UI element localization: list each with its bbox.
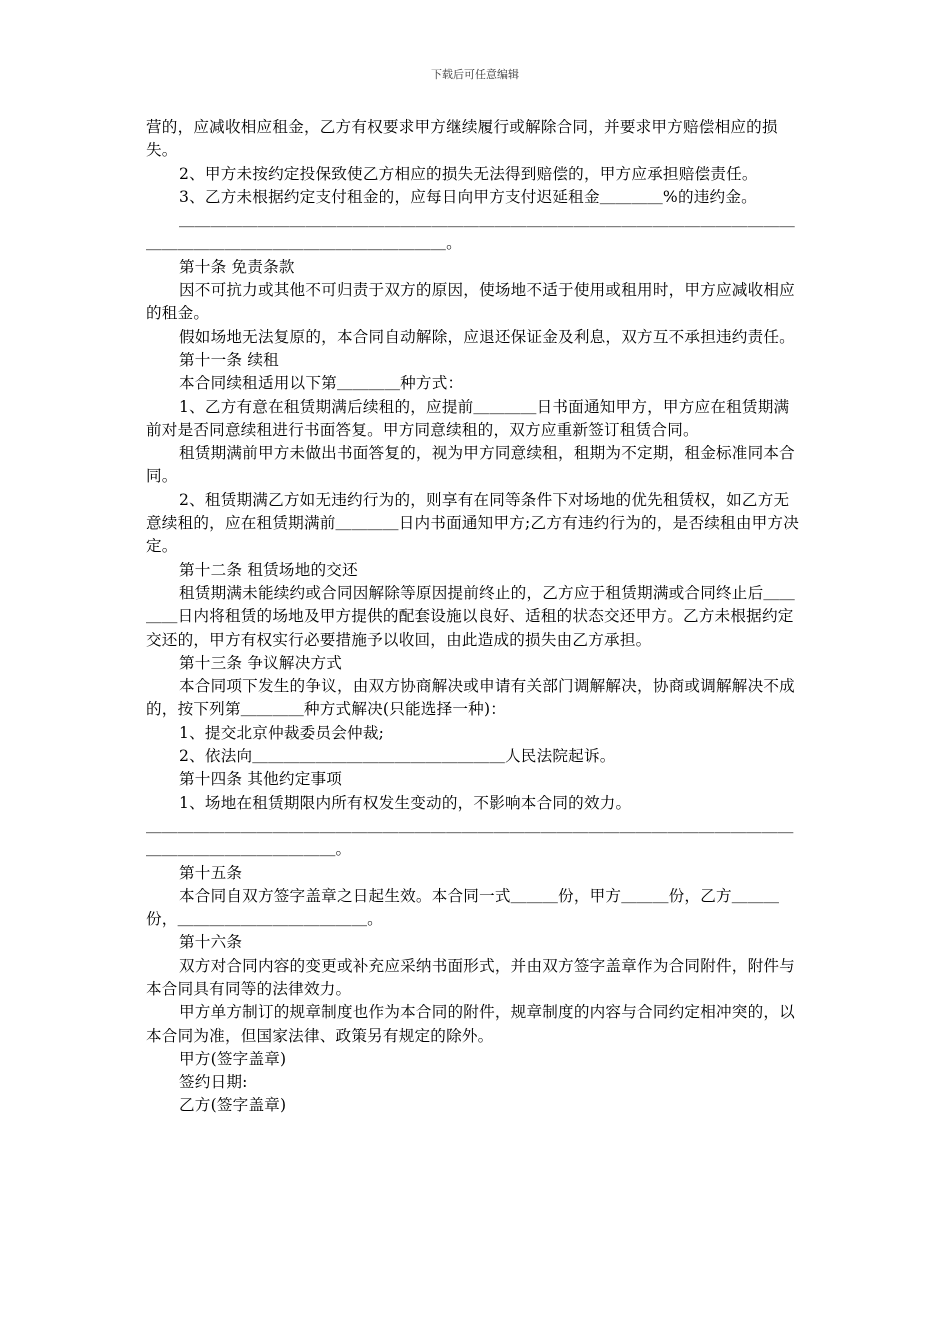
paragraph: 1、提交北京仲裁委员会仲裁; <box>179 723 385 742</box>
paragraph: 3、乙方未根据约定支付租金的，应每日向甲方支付迟延租金＿＿＿＿%的违约金。 <box>179 187 757 206</box>
paragraph: 第十条 免责条款 <box>179 257 295 276</box>
paragraph: ＿＿＿＿＿＿＿＿＿＿＿＿＿＿＿＿＿＿＿＿＿＿＿＿＿＿＿＿＿＿＿＿＿＿＿＿＿＿＿＿＿＿＿＿＿＿＿＿＿＿＿＿＿＿＿＿＿＿。 <box>146 211 795 253</box>
paragraph: ＿＿＿＿＿＿＿＿＿＿＿＿＿＿＿＿＿＿＿＿＿＿＿＿＿＿＿＿＿＿＿＿＿＿＿＿＿＿＿＿＿＿＿＿＿＿＿＿＿＿＿＿＿。 <box>146 816 794 859</box>
document-body <box>146 116 802 1118</box>
paragraph: 第十六条 <box>179 933 243 952</box>
paragraph: 第十二条 租赁场地的交还 <box>179 560 358 579</box>
paragraph: 本合同自双方签字盖章之日起生效。本合同一式＿＿＿份，甲方＿＿＿份，乙方＿＿＿份，＿＿＿＿＿＿＿＿＿＿＿＿。 <box>146 886 780 929</box>
paragraph: 因不可抗力或其他不可归责于双方的原因，使场地不适于使用或租用时，甲方应减收相应的租金。 <box>146 281 795 323</box>
paragraph: 2、甲方未按约定投保致使乙方相应的损失无法得到赔偿的，甲方应承担赔偿责任。 <box>179 164 758 183</box>
paragraph: 签约日期: <box>179 1073 248 1092</box>
paragraph: 本合同项下发生的争议，由双方协商解决或申请有关部门调解解决，协商或调解解决不成的，按下列第＿＿＿＿种方式解决(只能选择一种)： <box>146 677 795 719</box>
paragraph: 双方对合同内容的变更或补充应采纳书面形式，并由双方签字盖章作为合同附件，附件与本合同具有同等的法律效力。 <box>146 956 795 998</box>
paragraph: 本合同续租适用以下第＿＿＿＿种方式： <box>179 374 464 393</box>
paragraph: 1、乙方有意在租赁期满后续租的，应提前＿＿＿＿日书面通知甲方，甲方应在租赁期满前对是否同意续租进行书面答复。甲方同意续租的，双方应重新签订租赁合同。 <box>146 397 790 439</box>
paragraph: 第十四条 其他约定事项 <box>179 770 343 789</box>
page-header: 下载后可任意编辑 <box>431 68 519 81</box>
paragraph: 甲方(签字盖章) <box>179 1049 287 1068</box>
paragraph: 2、租赁期满乙方如无违约行为的，则享有在同等条件下对场地的优先租赁权，如乙方无意续租的，应在租赁期满前＿＿＿＿日内书面通知甲方;乙方有违约行为的，是否续租由甲方决定。 <box>146 490 799 556</box>
paragraph: 甲方单方制订的规章制度也作为本合同的附件，规章制度的内容与合同约定相冲突的，以本合同为准，但国家法律、政策另有规定的除外。 <box>146 1003 795 1045</box>
paragraph: 2、依法向＿＿＿＿＿＿＿＿＿＿＿＿＿＿＿＿人民法院起诉。 <box>179 747 616 766</box>
paragraph: 1、场地在租赁期限内所有权发生变动的，不影响本合同的效力。 <box>179 793 632 812</box>
paragraph: 租赁期满前甲方未做出书面答复的，视为甲方同意续租，租期为不定期，租金标准同本合同。 <box>146 444 795 486</box>
paragraph: 第十一条 续租 <box>179 350 279 369</box>
paragraph: 假如场地无法复原的，本合同自动解除，应退还保证金及利息，双方互不承担违约责任。 <box>179 327 795 346</box>
paragraph: 乙方(签字盖章) <box>179 1096 287 1115</box>
paragraph: 租赁期满未能续约或合同因解除等原因提前终止的，乙方应于租赁期满或合同终止后＿＿＿＿日内将租赁的场地及甲方提供的配套设施以良好、适租的状态交还甲方。乙方未根据约定交还的，甲方有权实行必要措施予以收回，由此造成的损失由乙方承担。 <box>146 583 795 649</box>
paragraph: 第十五条 <box>179 863 243 882</box>
paragraph: 营的，应减收相应租金，乙方有权要求甲方继续履行或解除合同，并要求甲方赔偿相应的损失。 <box>146 118 778 160</box>
paragraph: 第十三条 争议解决方式 <box>179 653 343 672</box>
